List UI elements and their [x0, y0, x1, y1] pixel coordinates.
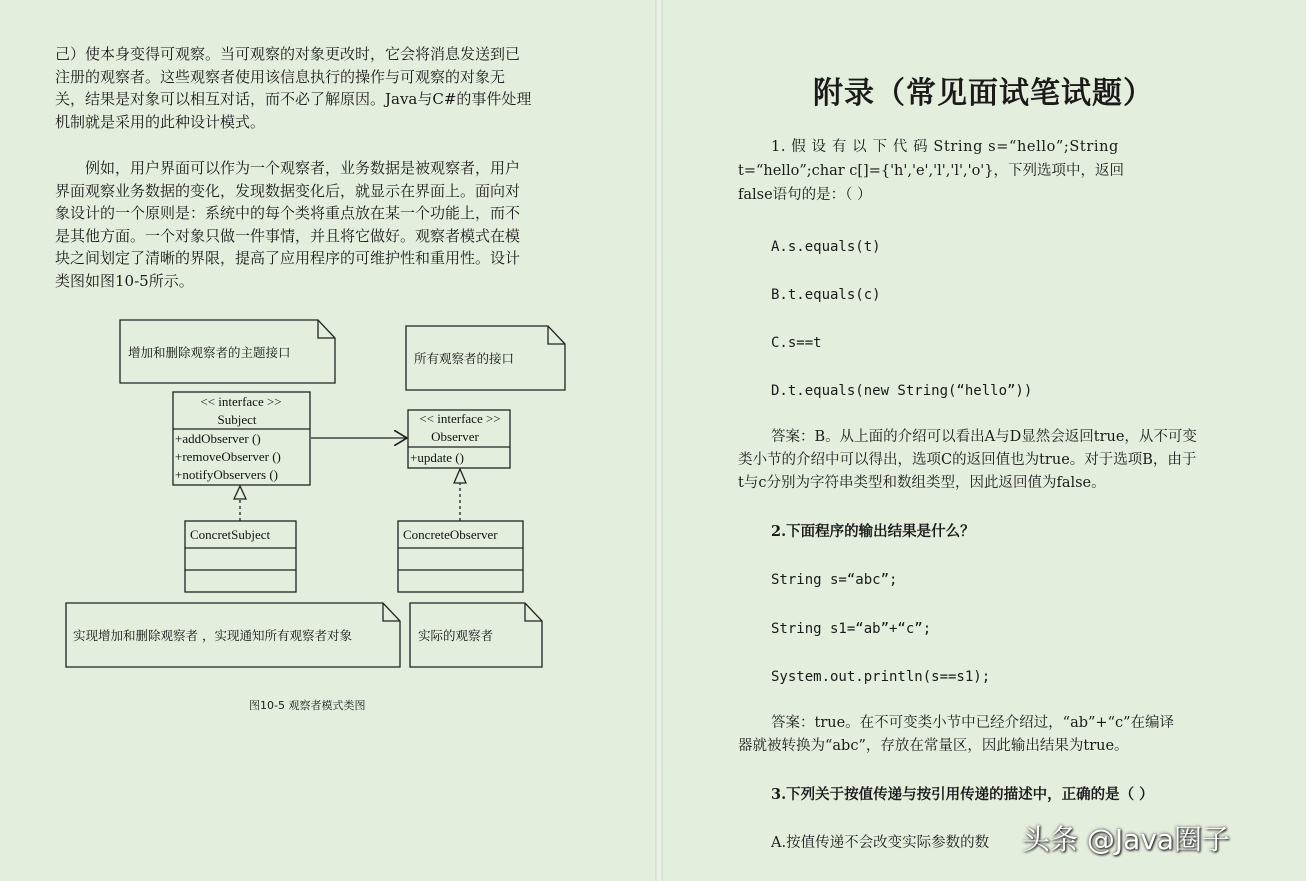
concrete-observer-name: ConcreteObserver — [403, 527, 498, 542]
note-concrete-subject-text: 实现增加和删除观察者 ，实现通知所有观察者对象 — [73, 628, 352, 643]
q1-option-b: B.t.equals(c) — [771, 287, 881, 303]
concret-subject-name: ConcretSubject — [190, 527, 271, 542]
observer-stereotype: << interface >> — [419, 411, 501, 426]
generalization-triangle-subject — [234, 486, 246, 499]
question-3: 3.下列关于按值传递与按引用传递的描述中，正确的是（ ） — [771, 786, 1154, 803]
answer-1: 答案：B。从上面的介绍可以看出A与D显然会返回true，从不可变 类小节的介绍中可以得出，选项C的返回值也为true。对于选项B，由于 t与c分别为字符串类型和数组类型，因此返回值为false。 — [738, 429, 1197, 491]
q1-option-c: C.s==t — [771, 335, 822, 351]
answer-2: 答案：true。在不可变类小节中已经介绍过，“ab”+“c”在编译 器就被转换为“abc”，存放在常量区，因此输出结果为true。 — [738, 715, 1175, 754]
q1-option-d: D.t.equals(new String(“hello”)) — [771, 383, 1033, 399]
observer-op: +update () — [410, 450, 464, 465]
note-concrete-observer-text: 实际的观察者 — [418, 628, 494, 643]
paragraph-example: 例如，用户界面可以作为一个观察者，业务数据是被观察者，用户 界面观察业务数据的变化，发现数据变化后，就显示在界面上。面向对 象设计的一个原则是：系统中的每个类将重点放在某一个功能上，而不 是其他方面。一个对象只做一件事情，并且将它做好。观察者模式在模 块之间划定了清晰的界限，提高了应用程序的可维护性和重用性。设计 类图如图10-5所示。 — [55, 159, 521, 290]
note-subject-text: 增加和删除观察者的主题接口 — [128, 345, 291, 360]
subject-op: +removeObserver () — [175, 449, 281, 464]
question-2: 2.下面程序的输出结果是什么？ — [771, 523, 975, 540]
uml-class-diagram — [0, 0, 657, 720]
question-1: 1. 假 设 有 以 下 代 码 String s=“hello”;String t=“hello”;char c[]={'h','e','l','l','o'}，下列选项中，返回 false语句的是：（ ） — [738, 139, 1125, 203]
q2-code-line: String s=“abc”; — [771, 572, 898, 588]
watermark: 头条 @Java圈子 — [1022, 823, 1231, 856]
subject-class-name: Subject — [217, 412, 257, 427]
subject-stereotype: << interface >> — [200, 394, 282, 409]
q2-code-line: System.out.println(s==s1); — [771, 669, 991, 685]
q3-option-a: A.按值传递不会改变实际参数的数 — [771, 835, 990, 851]
note-observer-text: 所有观察者的接口 — [414, 351, 515, 366]
q1-option-a: A.s.equals(t) — [771, 239, 881, 255]
observer-class-name: Observer — [431, 429, 479, 444]
subject-op: +notifyObservers () — [175, 467, 278, 482]
page-title: 附录（常见面试笔试题） — [813, 76, 1154, 111]
figure-caption: 图10-5 观察者模式类图 — [249, 699, 366, 712]
subject-op: +addObserver () — [175, 431, 261, 446]
paragraph-observer-intro: 己）使本身变得可观察。当可观察的对象更改时，它会将消息发送到已 注册的观察者。这些观察者使用该信息执行的操作与可观察的对象无 关，结果是对象可以相互对话，而不必了解原因。Java与C#的事件处理 机制就是采用的此种设计模式。 — [55, 45, 532, 131]
q2-code-line: String s1=“ab”+“c”; — [771, 621, 932, 637]
generalization-triangle-observer — [454, 469, 466, 483]
